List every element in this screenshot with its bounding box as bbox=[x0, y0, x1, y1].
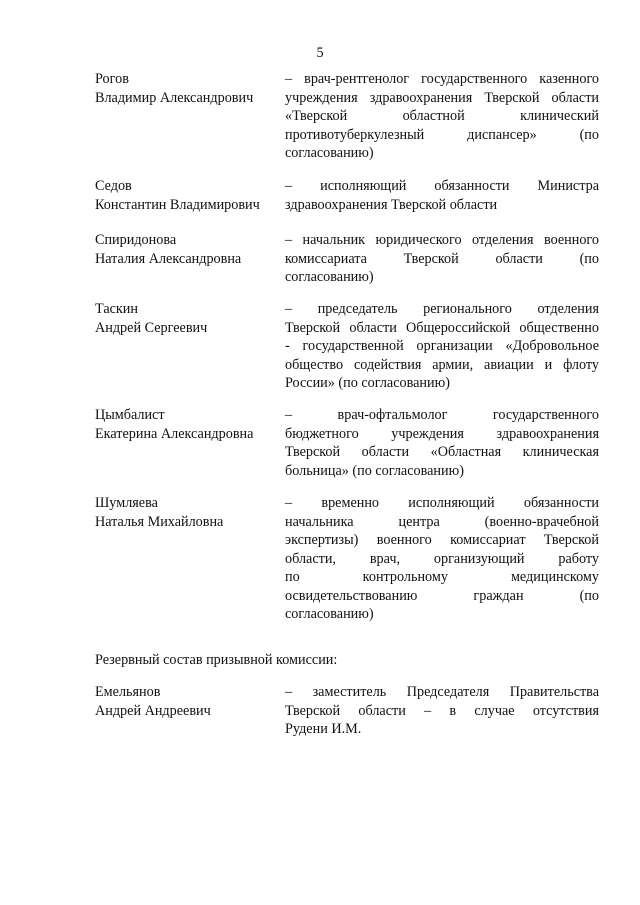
member-surname: Цымбалист bbox=[95, 407, 165, 423]
member-surname: Рогов bbox=[95, 71, 129, 87]
member-role-description bbox=[285, 683, 599, 739]
role-line: – председатель регионального отделения bbox=[285, 301, 599, 317]
role-line: комиссариата Тверской области (по bbox=[285, 250, 599, 267]
member-surname: Таскин bbox=[95, 301, 138, 317]
member-role-description bbox=[285, 70, 599, 163]
member-role-description bbox=[285, 177, 599, 214]
role-line: – исполняющий обязанности Министра bbox=[285, 178, 599, 194]
member-name bbox=[95, 683, 280, 720]
role-line: согласованию) bbox=[285, 145, 374, 161]
member-name bbox=[95, 231, 280, 268]
member-name bbox=[95, 406, 280, 443]
page-number: 5 bbox=[316, 45, 324, 61]
role-line: «Тверской областной клинический bbox=[285, 108, 599, 124]
member-role-description bbox=[285, 494, 599, 624]
member-role-description bbox=[285, 300, 599, 393]
role-line: общество содействия армии, авиации и флоту bbox=[285, 356, 599, 373]
member-given-names: Андрей Сергеевич bbox=[95, 319, 208, 336]
role-line: начальника центра (военно-врачебной bbox=[285, 513, 599, 530]
role-line: Тверской области «Областная клиническая bbox=[285, 444, 599, 460]
member-given-names: Наталия Александровна bbox=[95, 250, 242, 267]
role-line: – временно исполняющий обязанности bbox=[285, 495, 599, 511]
member-name bbox=[95, 177, 280, 214]
member-name bbox=[95, 494, 280, 531]
member-given-names: Наталья Михайловна bbox=[95, 513, 224, 530]
member-given-names: Владимир Александрович bbox=[95, 89, 254, 106]
role-line: здравоохранения Тверской области bbox=[285, 196, 498, 213]
role-line: бюджетного учреждения здравоохранения bbox=[285, 425, 599, 442]
member-surname: Шумляева bbox=[95, 495, 158, 511]
member-surname: Емельянов bbox=[95, 684, 161, 700]
reserve-section-heading: Резервный состав призывной комиссии: bbox=[95, 652, 338, 668]
role-line: – врач-офтальмолог государственного bbox=[285, 407, 599, 423]
member-role-description bbox=[285, 231, 599, 287]
role-line: – врач-рентгенолог государственного казенного bbox=[285, 71, 599, 87]
role-line: Рудени И.М. bbox=[285, 721, 362, 737]
role-line: согласованию) bbox=[285, 269, 374, 285]
role-line: больница» (по согласованию) bbox=[285, 462, 464, 479]
role-line: экспертизы) военного комиссариат Тверской bbox=[285, 532, 599, 548]
member-surname: Седов bbox=[95, 178, 132, 194]
role-line: - государственной организации «Добровольное bbox=[285, 338, 599, 354]
member-name bbox=[95, 300, 280, 337]
role-line: России» (по согласованию) bbox=[285, 375, 450, 391]
member-given-names: Константин Владимирович bbox=[95, 196, 260, 213]
role-line: учреждения здравоохранения Тверской области bbox=[285, 89, 599, 106]
member-surname: Спиридонова bbox=[95, 232, 177, 248]
member-given-names: Екатерина Александровна bbox=[95, 425, 254, 442]
role-line: – заместитель Председателя Правительства bbox=[285, 684, 599, 700]
role-line: – начальник юридического отделения военного bbox=[285, 232, 599, 248]
role-line: по контрольному медицинскому bbox=[285, 569, 599, 585]
member-role-description bbox=[285, 406, 599, 480]
role-line: освидетельствованию граждан (по bbox=[285, 587, 599, 604]
role-line: противотуберкулезный диспансер» (по bbox=[285, 126, 599, 143]
member-name bbox=[95, 70, 280, 107]
role-line: Тверской области – в случае отсутствия bbox=[285, 702, 599, 719]
role-line: согласованию) bbox=[285, 606, 374, 622]
member-given-names: Андрей Андреевич bbox=[95, 702, 211, 719]
role-line: Тверской области Общероссийской общественно bbox=[285, 319, 599, 336]
role-line: области, врач, организующий работу bbox=[285, 550, 599, 567]
